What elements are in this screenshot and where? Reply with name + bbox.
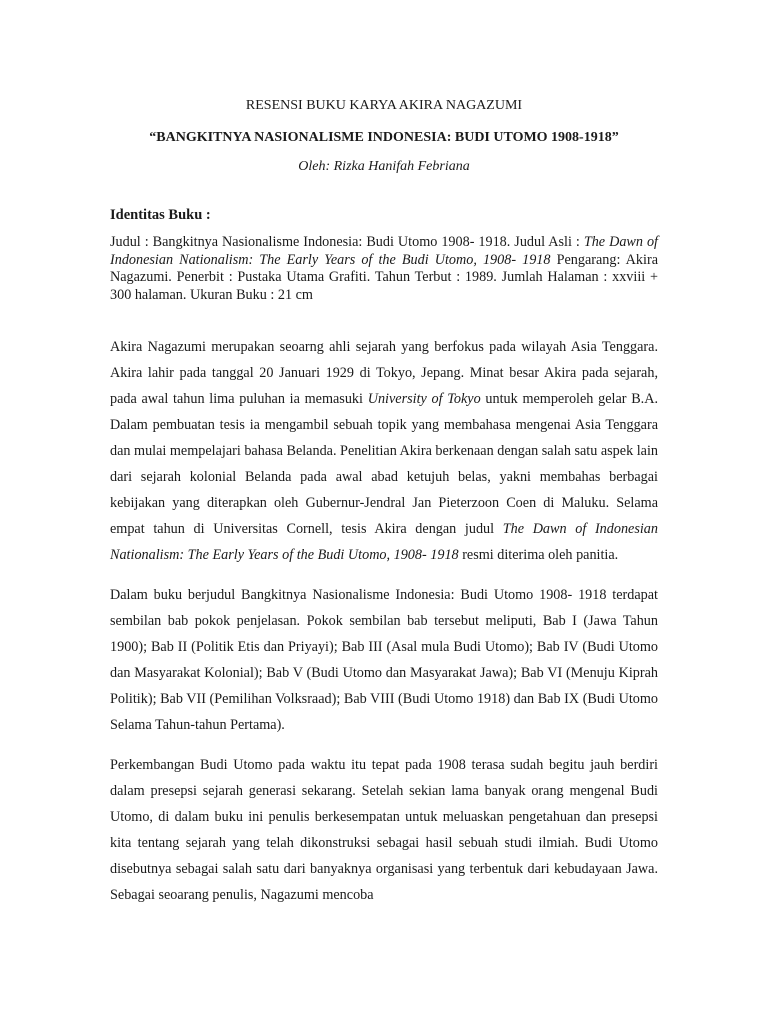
paragraph-3: Perkembangan Budi Utomo pada waktu itu tepat pada 1908 terasa sudah begitu jauh berdiri dalam presepsi sejarah generasi sekarang. Setelah sekian lama banyak orang mengenal Budi Utomo, di dalam buku ini penulis berkesempatan untuk meluaskan pengetahuan dan presepsi kita tentang sejarah yang telah dikonstruksi sebagai hasil sebuah studi ilmiah. Budi Utomo disebutnya sebagai salah satu dari banyaknya organisasi yang terbentuk dari kebudayaan Jawa. Sebagai seoarang penulis, Nagazumi mencoba bbox=[110, 757, 658, 903]
paragraph-2: Dalam buku berjudul Bangkitnya Nasionalisme Indonesia: Budi Utomo 1908- 1918 terdapat sembilan bab pokok penjelasan. Pokok sembilan bab tersebut meliputi, Bab I (Jawa Tahun 1900); Bab II (Politik Etis dan Priyayi); Bab III (Asal mula Budi Utomo); Bab IV (Budi Utomo dan Masyarakat Kolonial); Bab V (Budi Utomo dan Masyarakat Jawa); Bab VI (Menuju Kiprah Politik); Bab VII (Pemilihan Volksraad); Bab VIII (Budi Utomo 1918) dan Bab IX (Budi Utomo Selama Tahun-tahun Pertama). bbox=[110, 587, 658, 733]
document-header-line: RESENSI BUKU KARYA AKIRA NAGAZUMI bbox=[245, 98, 523, 113]
identitas-text-b: Pengarang: Akira Nagazumi. Penerbit : Pustaka Utama Grafiti. Tahun Terbut : 1989. Jumlah Halaman : xxviii + 300 halaman. Ukuran Buku : 21 cm bbox=[110, 251, 658, 303]
identitas-text bbox=[110, 234, 658, 304]
section-heading-identitas: Identitas Buku : bbox=[110, 207, 211, 223]
paragraph-1-university: University of Tokyo bbox=[367, 391, 481, 407]
paragraph-1 bbox=[110, 334, 658, 568]
author-line: Oleh: Rizka Hanifah Febriana bbox=[298, 159, 470, 174]
paragraph-1-a: Akira Nagazumi merupakan seoarng ahli sejarah yang berfokus pada wilayah Asia Tenggara. Akira lahir pada tanggal 20 Januari 1929 di Tokyo, Jepang. Minat besar Akira pada sejarah, pada awal tahun lima puluhan ia memasuki bbox=[110, 339, 658, 407]
identitas-original-title: The Dawn of Indonesian Nationalism: The Early Years of the Budi Utomo, 1908- 1918 bbox=[110, 234, 658, 268]
book-title: “BANGKITNYA NASIONALISME INDONESIA: BUDI UTOMO 1908-1918” bbox=[149, 130, 619, 145]
paragraph-1-e: resmi diterima oleh panitia. bbox=[458, 547, 619, 563]
paragraph-1-thesis-title: The Dawn of Indonesian Nationalism: The Early Years of the Budi Utomo, 1908- 1918 bbox=[110, 521, 658, 563]
identitas-text-a: Judul : Bangkitnya Nasionalisme Indonesia: Budi Utomo 1908- 1918. Judul Asli : bbox=[110, 234, 584, 250]
paragraph-1-c: untuk memperoleh gelar B.A. Dalam pembuatan tesis ia mengambil sebuah topik yang membahasa mengenai Asia Tenggara dan mulai mempelajari bahasa Belanda. Penelitian Akira berkenaan dengan salah satu aspek lain dari sejarah kolonial Belanda pada awal abad ketujuh belas, yakni membahas berbagai kebijakan yang diterapkan oleh Gubernur-Jendral Jan Pieterzoon Coen di Maluku. Selama empat tahun di Universitas Cornell, tesis Akira dengan judul bbox=[110, 391, 659, 537]
